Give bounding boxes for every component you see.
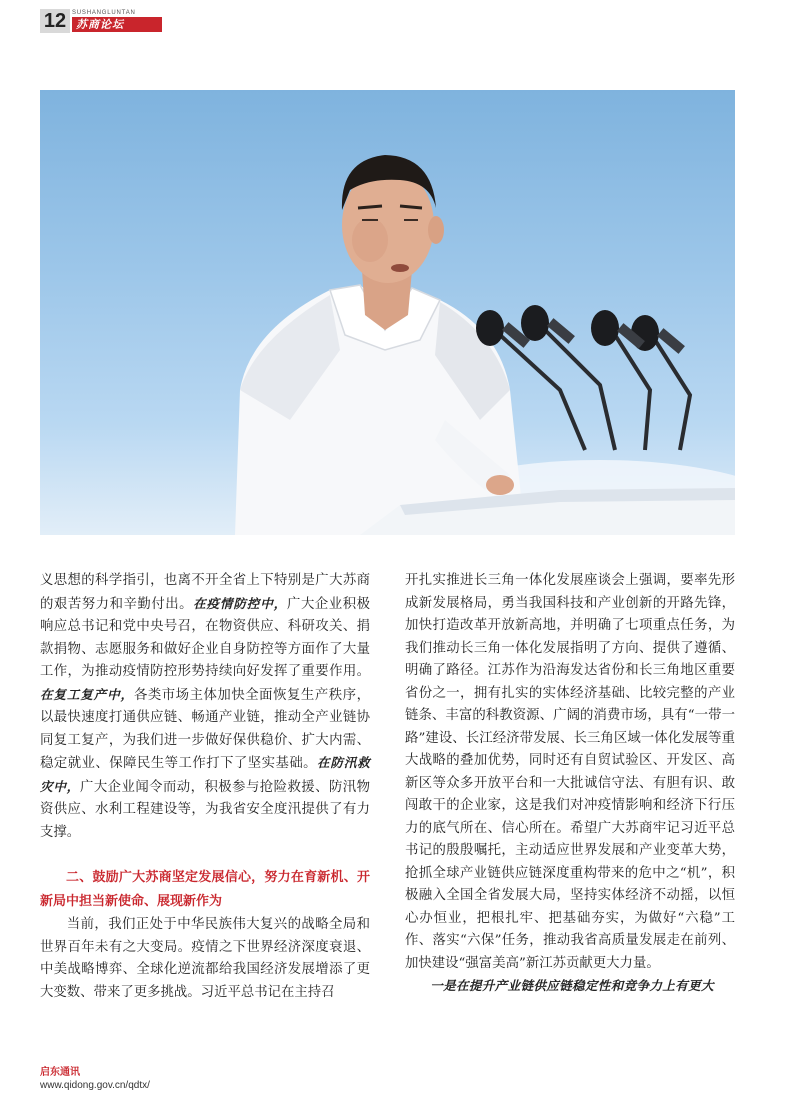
page-number: 12 <box>40 9 70 33</box>
footer-brand: 启东通讯 <box>40 1067 80 1078</box>
text-run: 广大企业闻令而动，积极参与抢险救援、防汛物资供应、水利工程建设等，为我省安全度汛提供了有力支撑。 <box>40 779 370 840</box>
text-run: 各类市场主体加快全面恢复生产秩序，以最快速度打通供应链、畅通产业链，推动全产业链协同复工复产，为我们进一步做好保供稳价、扩大内需、稳定就业、保障民生等工作打下了坚实基础。 <box>40 687 370 771</box>
footer <box>40 1067 150 1092</box>
brand-english: SUSHANGLUNTAN <box>72 10 136 16</box>
speaker-illustration <box>40 90 735 535</box>
footer-url[interactable]: www.qidong.gov.cn/qdtx/ <box>40 1080 150 1091</box>
speaker-photo <box>40 90 735 535</box>
emphasis-paragraph: 一是在提升产业链供应链稳定性和竞争力上有更大 <box>430 978 714 993</box>
magazine-brand <box>72 9 162 32</box>
text-run: 广大企业积极响应总书记和党中央号召，在物资供应、科研攻关、捐款捐物、志愿服务和做好企业自身防控等方面作了大量工作，为推动疫情防控形势持续向好发挥了重要作用。 <box>40 596 371 679</box>
section-heading: 二、鼓励广大苏商坚定发展信心，努力在育新机、开新局中担当新使命、展现新作为 <box>40 870 370 909</box>
paragraph <box>40 570 370 844</box>
brand-chinese: 苏商论坛 <box>72 17 162 32</box>
emphasis-run: 在防汛救灾中， <box>40 755 371 794</box>
text-column-left <box>40 570 370 1004</box>
text-run: 义思想的科学指引，也离不开全省上下特别是广大苏商的艰苦努力和辛勤付出。 <box>40 573 370 612</box>
emphasis-run: 在疫情防控中， <box>193 595 288 611</box>
paragraph: 当前，我们正处于中华民族伟大复兴的战略全局和世界百年未有之大变局。疫情之下世界经济深度衰退、中美战略博弈、全球化逆流都给我国经济发展增添了更大变数、带来了更多挑战。习近平总书记在主持召 <box>40 917 370 1000</box>
text-column-right <box>405 570 735 998</box>
paragraph: 开扎实推进长三角一体化发展座谈会上强调，要率先形成新发展格局，勇当我国科技和产业创新的开路先锋，加快打造改革开放新高地，并明确了七项重点任务，为我们推动长三角一体化发展指明了方向、提供了遵循、明确了路径。江苏作为沿海发达省份和长三角地区重要省份之一，拥有扎实的实体经济基础、比较完整的产业链条、丰富的科教资源、广阔的消费市场，具有“一带一路”建设、长江经济带发展、长三角区域一体化发展等重大战略的叠加优势，同时还有自贸试验区、开发区、高新区等众多开放平台和一大批诚信守法、有胆有识、敢闯敢干的企业家，这是我们对冲疫情影响和经济下行压力的底气所在、信心所在。希望广大苏商牢记习近平总书记的殷殷嘱托，主动适应世界发展和产业变革大势，抢抓全球产业链供应链深度重构带来的危中之“机”，积极融入全国全省发展大局，坚持实体经济不动摇，以恒心办恒业，把根扎牢、把基础夯实，为做好“六稳”工作、落实“六保”任务，推动我省高质量发展走在前列、加快建设“强富美高”新江苏贡献更大力量。 <box>405 573 735 971</box>
emphasis-run: 在复工复产中， <box>40 686 134 702</box>
